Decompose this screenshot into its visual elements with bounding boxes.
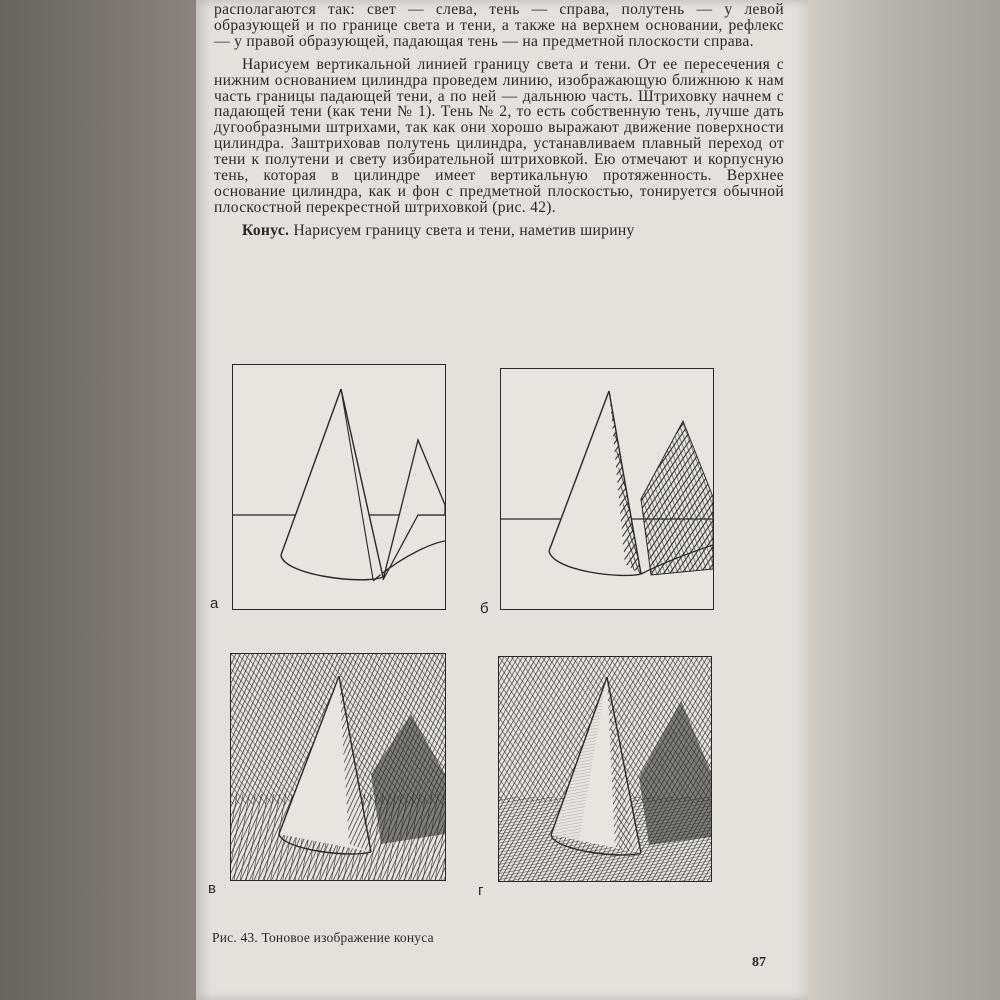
figure-b-label: б bbox=[480, 600, 489, 617]
paragraph-3 bbox=[214, 223, 784, 239]
cone-outline-drawing bbox=[233, 365, 445, 609]
cone-tone-drawing bbox=[231, 654, 445, 880]
figure-a-label: а bbox=[210, 595, 219, 612]
page-number: 87 bbox=[752, 955, 766, 970]
paragraph-1 bbox=[214, 2, 784, 50]
figure-a-cone-outline bbox=[232, 364, 446, 610]
figure-g-cone-tone-reflex bbox=[498, 656, 712, 882]
figure-v-label: в bbox=[208, 880, 216, 897]
cone-shadow-drawing bbox=[501, 369, 713, 609]
book-page bbox=[196, 0, 808, 1000]
figure-v-cone-tone bbox=[230, 653, 446, 881]
paragraph-3-text: Нарисуем границу света и тени, наметив ширину bbox=[289, 221, 635, 239]
paragraph-1-text: располагаются так: свет — слева, тень — справа, полутень — у левой образующей и по границе света и тени, а также на верхнем основании, рефлекс — у правой образующей, падающая тень — на предметной плоскости справа. bbox=[214, 1, 784, 50]
figure-caption: Рис. 43. Тоновое изображение конуса bbox=[212, 930, 434, 945]
background-left bbox=[0, 0, 196, 1000]
cone-tone-reflex-drawing bbox=[499, 657, 711, 881]
background-right bbox=[808, 0, 1000, 1000]
paragraph-2 bbox=[214, 57, 784, 216]
body-text bbox=[214, 2, 784, 239]
figure-g-label: г bbox=[478, 882, 484, 899]
paragraph-2-text: Нарисуем вертикальной линией границу света и тени. От ее пересечения с нижним основанием цилиндра проведем линию, изображающую ближнюю к нам часть границы падающей тени, а по ней — дальнюю часть. Штриховку начнем с падающей тени (как тени № 1). Тень № 2, то есть собственную тень, лучше дать дугообразными штрихами, так как они хорошо выражают движение поверхности цилиндра. Заштриховав полутень цилиндра, устанавливаем плавный переход от тени к полутени и свету избирательной штриховкой. Ею отмечают и корпусную тень, которая в цилиндре имеет вертикальную протяженность. Верхнее основание цилиндра, как и фон с предметной плоскостью, тонируется обычной плоскостной перекрестной штриховкой (рис. 42). bbox=[214, 55, 784, 216]
paragraph-3-lead: Конус. bbox=[242, 221, 290, 239]
figure-b-cone-shadow bbox=[500, 368, 714, 610]
